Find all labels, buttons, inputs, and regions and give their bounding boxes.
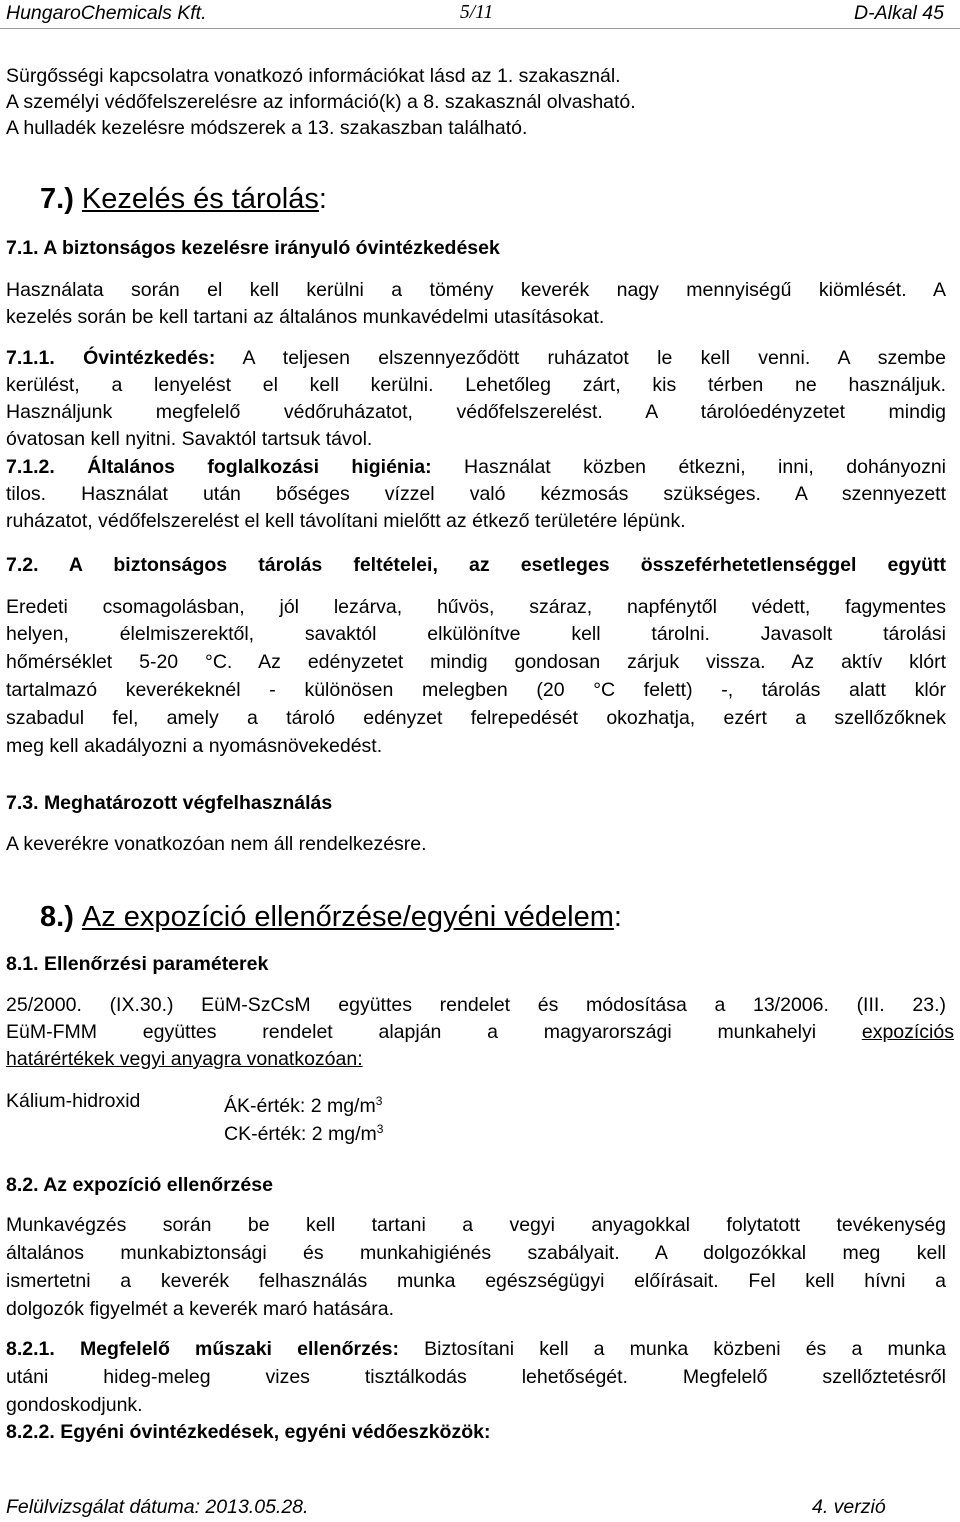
paragraph-line: helyen, élelmiszerektől, savaktól elkülönítve kell tárolni. Javasolt tárolási <box>6 623 946 645</box>
ak-value: ÁK-érték: 2 $mg/m^3$ <box>224 1094 383 1117</box>
section-7-3-title: 7.3. Meghatározott végfelhasználás <box>6 792 333 814</box>
paragraph-line: Használata során el kell kerülni a tömény keverék nagy mennyiségű kiömlését. A <box>6 279 946 301</box>
paragraph-line: hőmérséklet 5-20 °C. Az edényzetet mindig gondosan zárjuk vissza. Az aktív klórt <box>6 651 946 673</box>
paragraph-line: tartalmazó keverékeknél - különösen melegben (20 °C felett) -, tárolás alatt klór <box>6 679 946 701</box>
intro-line: Sürgősségi kapcsolatra vonatkozó információkat lásd az 1. szakasznál. <box>6 65 621 87</box>
paragraph-line: EüM-FMM együttes rendelet alapján a magyarországi munkahelyi expozíciós <box>6 1021 954 1043</box>
footer-review-date: Felülvizsgálat dátuma: 2013.05.28. <box>6 1496 309 1518</box>
section-8-2-1-line: 8.2.1. Megfelelő műszaki ellenőrzés: Biztosítani kell a munka közbeni és a munka <box>6 1338 946 1360</box>
section-7-heading: 7.) Kezelés és tárolás: <box>40 183 327 215</box>
section-7-1-2-line: 7.1.2. Általános foglalkozási higiénia: Használat közben étkezni, inni, dohányozni <box>6 456 946 478</box>
paragraph-line: ismertetni a keverék felhasználás munka egészségügyi előírásait. Fel kell hívni a <box>6 1270 946 1292</box>
footer-version: 4. verzió <box>812 1496 886 1518</box>
paragraph-line: határértékek vegyi anyagra vonatkozóan: <box>6 1048 363 1070</box>
paragraph-line: kerülést, a lenyelést el kell kerülni. Lehetőleg zárt, kis térben ne használjuk. <box>6 374 946 396</box>
paragraph-line: meg kell akadályozni a nyomásnövekedést. <box>6 735 383 757</box>
paragraph-line: gondoskodjunk. <box>6 1394 143 1416</box>
paragraph-line: Munkavégzés során be kell tartani a vegyi anyagokkal folytatott tevékenység <box>6 1214 946 1236</box>
paragraph-line: 25/2000. (IX.30.) EüM-SzCsM együttes rendelet és módosítása a 13/2006. (III. 23.) <box>6 994 946 1016</box>
paragraph-line: A keverékre vonatkozóan nem áll rendelkezésre. <box>6 833 427 855</box>
paragraph-line: dolgozók figyelmét a keverék maró hatására. <box>6 1298 395 1320</box>
header-divider <box>0 28 960 29</box>
header-company: HungaroChemicals Kft. <box>6 2 207 24</box>
section-8-2-title: 8.2. Az expozíció ellenőrzése <box>6 1174 273 1196</box>
paragraph-line: tilos. Használat után bőséges vízzel való kézmosás szükséges. A szennyezett <box>6 483 946 505</box>
intro-line: A személyi védőfelszerelésre az információ(k) a 8. szakasznál olvasható. <box>6 91 636 113</box>
header-page-number: 5/11 <box>460 2 494 23</box>
paragraph-line: óvatosan kell nyitni. Savaktól tartsuk távol. <box>6 428 373 450</box>
section-7-1-1-line: 7.1.1. Óvintézkedés: A teljesen elszennyeződött ruházatot le kell venni. A szembe <box>6 347 946 369</box>
paragraph-line: Használjunk megfelelő védőruházatot, védőfelszerelést. A tárolóedényzetet mindig <box>6 401 946 423</box>
page-header <box>6 2 954 28</box>
paragraph-line: kezelés során be kell tartani az általános munkavédelmi utasításokat. <box>6 306 605 328</box>
paragraph-line: szabadul fel, amely a tároló edényzet felrepedését okozhatja, ezért a szellőzőknek <box>6 707 946 729</box>
substance-name: Kálium-hidroxid <box>6 1090 141 1112</box>
paragraph-line: általános munkabiztonsági és munkahigiénés szabályait. A dolgozókkal meg kell <box>6 1242 946 1264</box>
header-product: D-Alkal 45 <box>854 2 944 24</box>
section-8-1-title: 8.1. Ellenőrzési paraméterek <box>6 953 269 975</box>
paragraph-line: ruházatot, védőfelszerelést el kell távolítani mielőtt az étkező területére lépünk. <box>6 510 686 532</box>
paragraph-line: utáni hideg-meleg vizes tisztálkodás lehetőségét. Megfelelő szellőztetésről <box>6 1366 946 1388</box>
section-7-2-title: 7.2. A biztonságos tárolás feltételei, az esetleges összeférhetetlenséggel együtt <box>6 554 946 576</box>
paragraph-line: Eredeti csomagolásban, jól lezárva, hűvös, száraz, napfénytől védett, fagymentes <box>6 596 946 618</box>
intro-line: A hulladék kezelésre módszerek a 13. szakaszban található. <box>6 117 528 139</box>
section-7-1-title: 7.1. A biztonságos kezelésre irányuló óvintézkedések <box>6 237 500 259</box>
section-8-2-2-title: 8.2.2. Egyéni óvintézkedések, egyéni védőeszközök: <box>6 1421 491 1443</box>
section-8-heading: 8.) Az expozíció ellenőrzése/egyéni védelem: <box>40 901 622 933</box>
ck-value: CK-érték: 2 $mg/m^3$ <box>224 1122 384 1145</box>
